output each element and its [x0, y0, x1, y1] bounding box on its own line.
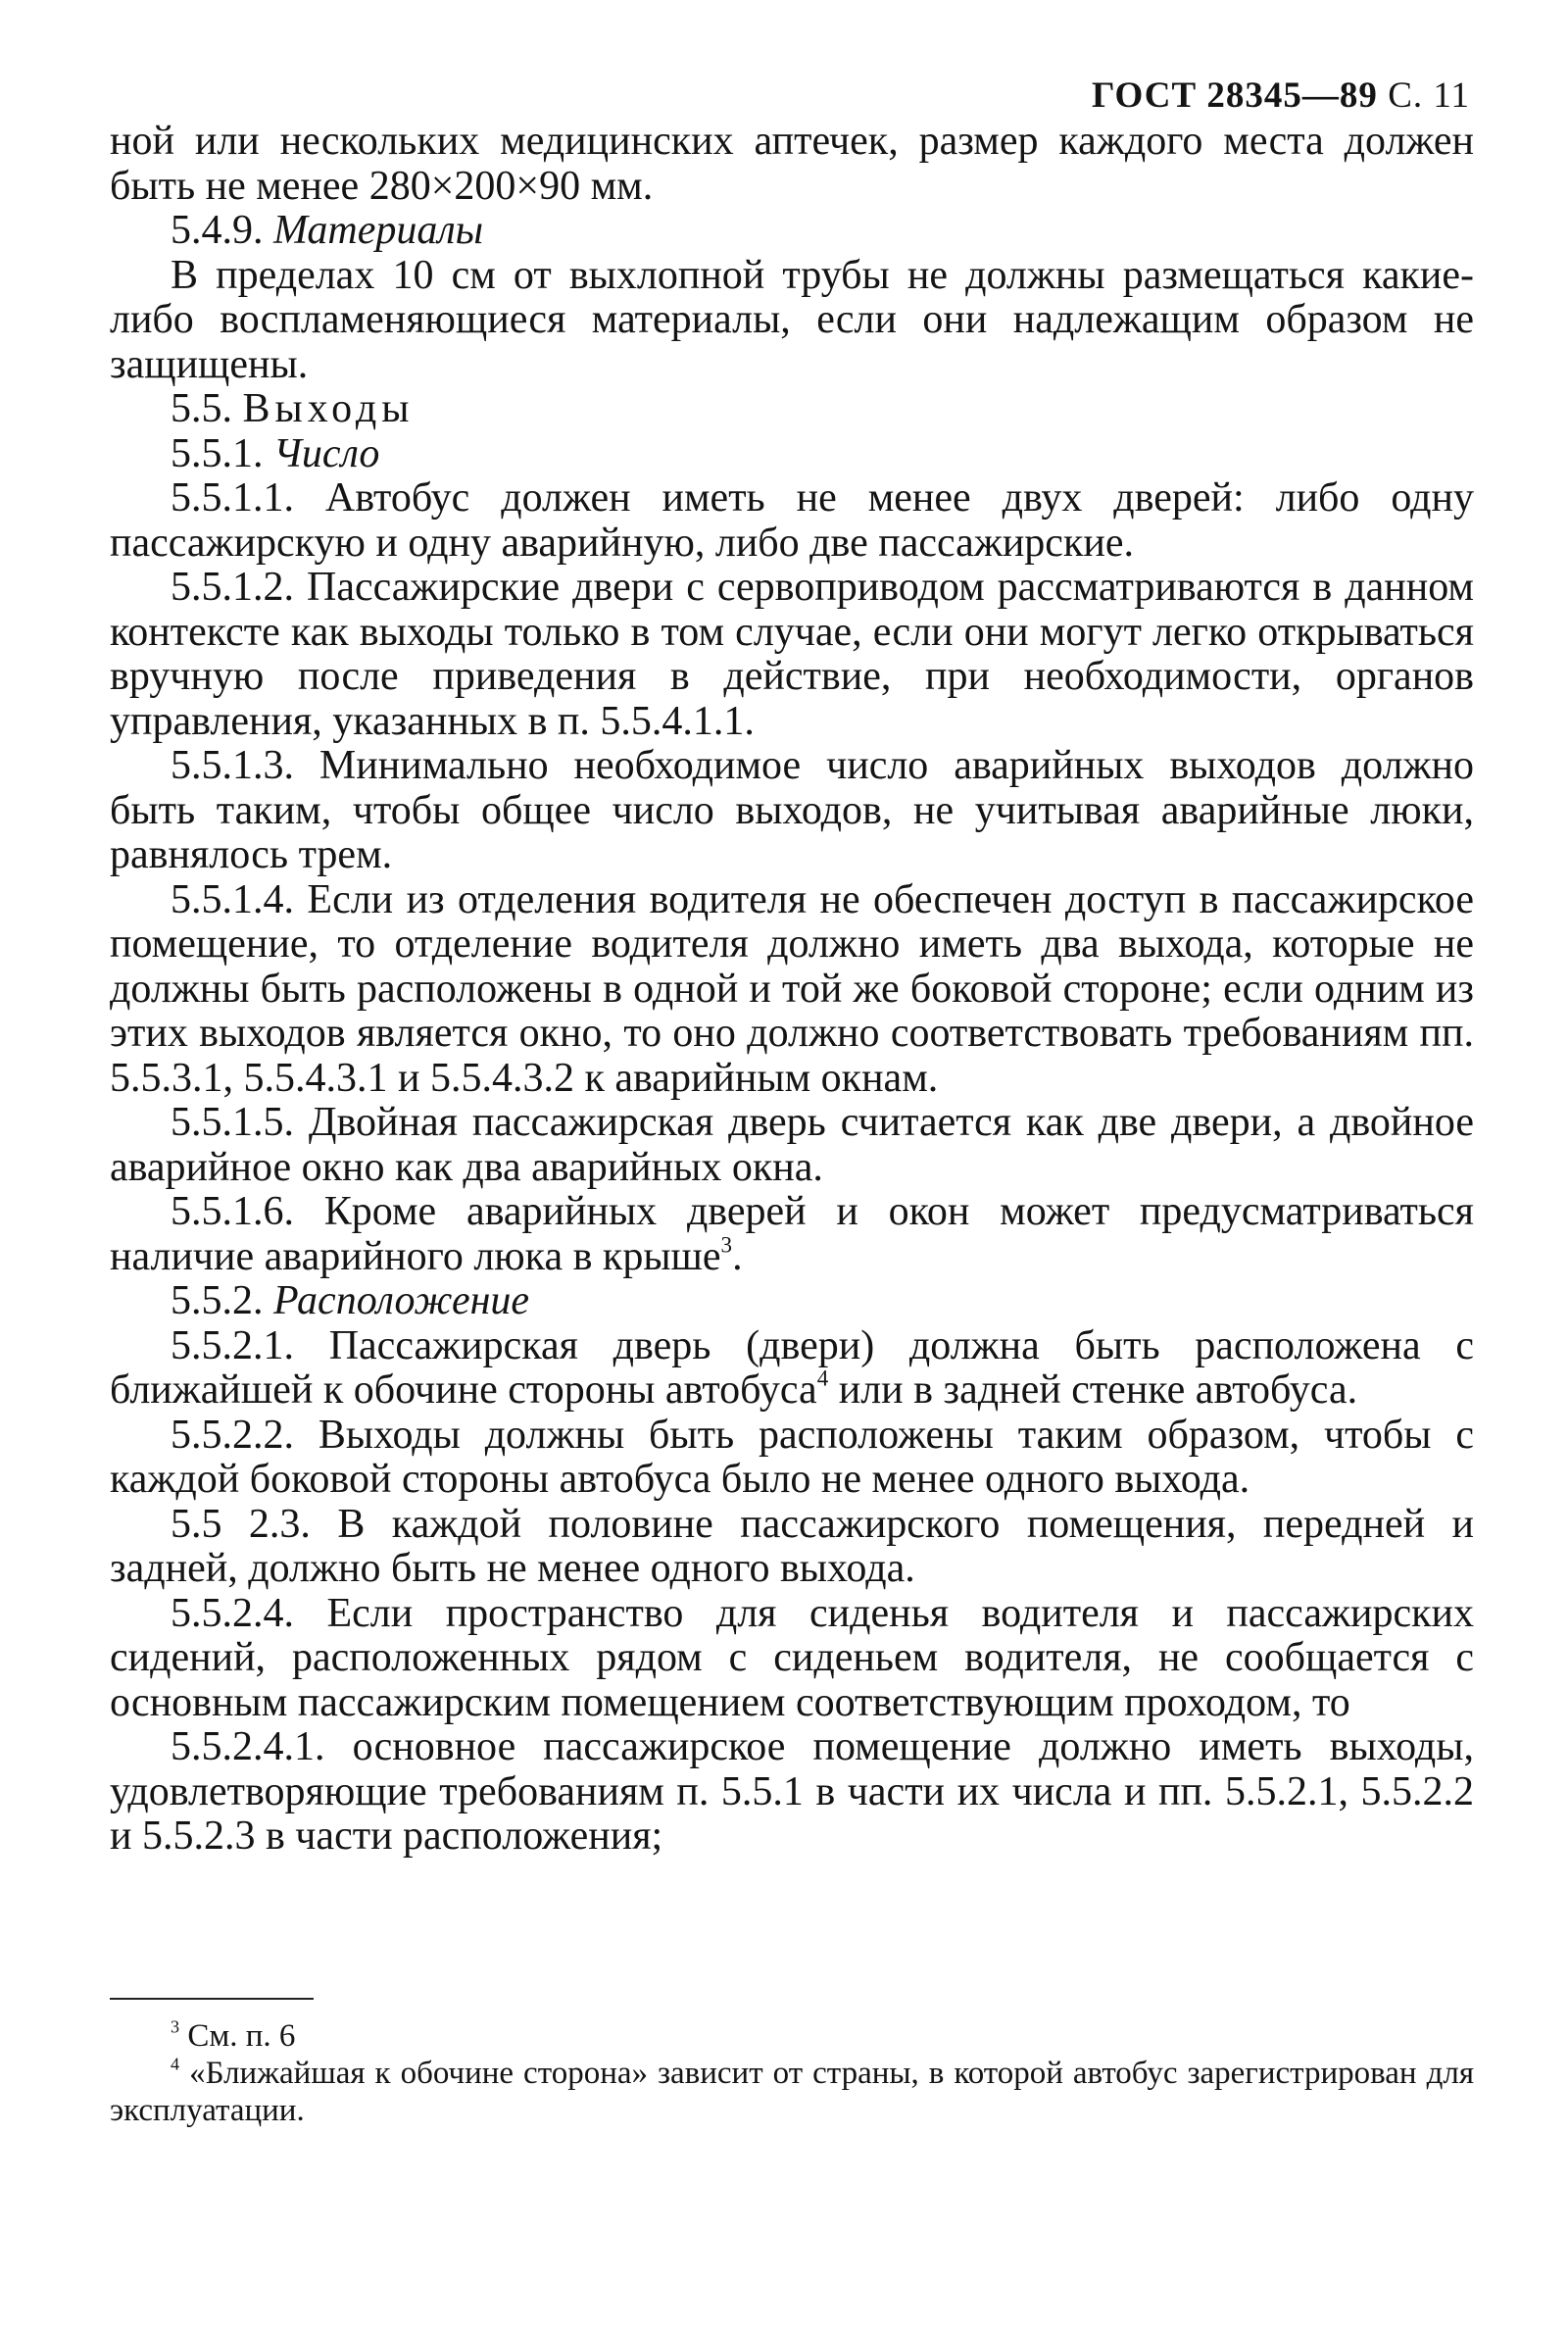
paragraph: 5.5 2.3. В каждой половине пассажирского помещения, передней и задней, должно быть не менее одного выхода.	[110, 1501, 1474, 1591]
paragraph: 5.5.1.3. Минимально необходимое число аварийных выходов должно быть таким, чтобы общее число выходов, не учитывая аварийные люки, равнялось трем.	[110, 743, 1474, 877]
section-title: Расположение	[273, 1278, 530, 1323]
paragraph: 5.5.1.5. Двойная пассажирская дверь считается как две двери, а двойное аварийное окно как два аварийных окна.	[110, 1100, 1474, 1190]
paragraph: В пределах 10 см от выхлопной трубы не должны размещаться какие-либо воспламеняющиеся материалы, если они надлежащим образом не защищены.	[110, 252, 1474, 387]
section-heading	[110, 209, 1474, 254]
paragraph: 5.5.1.1. Автобус должен иметь не менее двух дверей: либо одну пассажирскую и одну аварийную, либо две пассажирские.	[110, 475, 1474, 566]
paragraph: 5.5.1.2. Пассажирские двери с сервоприводом рассматриваются в данном контексте как выходы только в том случае, если они могут легко открываться вручную после приведения в действие, при необходимости, органов управления, указанных в п. 5.5.4.1.1.	[110, 565, 1474, 744]
page-header	[1092, 74, 1470, 117]
section-number: 5.5.2.	[171, 1278, 264, 1323]
section-heading	[110, 432, 1474, 477]
section-title: Материалы	[273, 208, 484, 253]
paragraph-text: .	[732, 1233, 743, 1279]
section-number: 5.4.9.	[171, 208, 264, 253]
section-title: Выходы	[242, 386, 415, 431]
footnote-text: «Ближайшая к обочине сторона» зависит от страны, в которой автобус зарегистрирован для эксплуатации.	[110, 2056, 1475, 2128]
footnote-mark: 4	[171, 2054, 180, 2074]
footnote-ref: 4	[816, 1365, 829, 1391]
page-number: С. 11	[1388, 75, 1470, 116]
footnote-divider	[110, 1998, 314, 2000]
footnote	[110, 2055, 1474, 2129]
standard-number: ГОСТ 28345—89	[1091, 75, 1378, 116]
paragraph: 5.5.2.4.1. основное пассажирское помещение должно иметь выходы, удовлетворяющие требованиям п. 5.5.1 в части их числа и пп. 5.5.2.1, 5.5.2.2 и 5.5.2.3 в части расположения;	[110, 1724, 1474, 1859]
footnote-ref: 3	[720, 1231, 733, 1258]
section-heading	[110, 1279, 1474, 1324]
footnote-text: См. п. 6	[187, 2018, 296, 2054]
paragraph: ной или нескольких медицинских аптечек, размер каждого места должен быть не менее 280×200×90 мм.	[110, 119, 1474, 209]
paragraph	[110, 1324, 1474, 1414]
paragraph: 5.5.2.2. Выходы должны быть расположены таким образом, чтобы с каждой боковой стороны автобуса было не менее одного выхода.	[110, 1412, 1474, 1502]
document-body	[110, 120, 1474, 1860]
section-number: 5.5.1.	[171, 430, 264, 476]
paragraph: 5.5.2.4. Если пространство для сиденья водителя и пассажирских сидений, расположенных рядом с сиденьем водителя, не сообщается с основным пассажирским помещением соответствующим проходом, то	[110, 1590, 1474, 1725]
paragraph-text: или в задней стенке автобуса.	[828, 1367, 1358, 1413]
paragraph-text: 5.5.2.1. Пассажирская дверь (двери) должна быть расположена с ближайшей к обочине стороны автобуса	[110, 1322, 1474, 1413]
paragraph-text: 5.5.1.6. Кроме аварийных дверей и окон может предусматриваться наличие аварийного люка в крыше	[110, 1189, 1474, 1279]
footnote-mark: 3	[171, 2016, 180, 2037]
paragraph	[110, 1190, 1474, 1279]
section-heading	[110, 387, 1474, 432]
footnote	[110, 2017, 1474, 2055]
section-title: Число	[273, 430, 380, 476]
paragraph: 5.5.1.4. Если из отделения водителя не обеспечен доступ в пассажирское помещение, то отделение водителя должно иметь два выхода, которые не должны быть расположены в одной и той же боковой стороне; если одним из этих выходов является окно, то оно должно соответствовать требованиям пп. 5.5.3.1, 5.5.4.3.1 и 5.5.4.3.2 к аварийным окнам.	[110, 876, 1474, 1101]
section-number: 5.5.	[171, 386, 232, 431]
footnotes	[110, 1998, 1474, 2129]
